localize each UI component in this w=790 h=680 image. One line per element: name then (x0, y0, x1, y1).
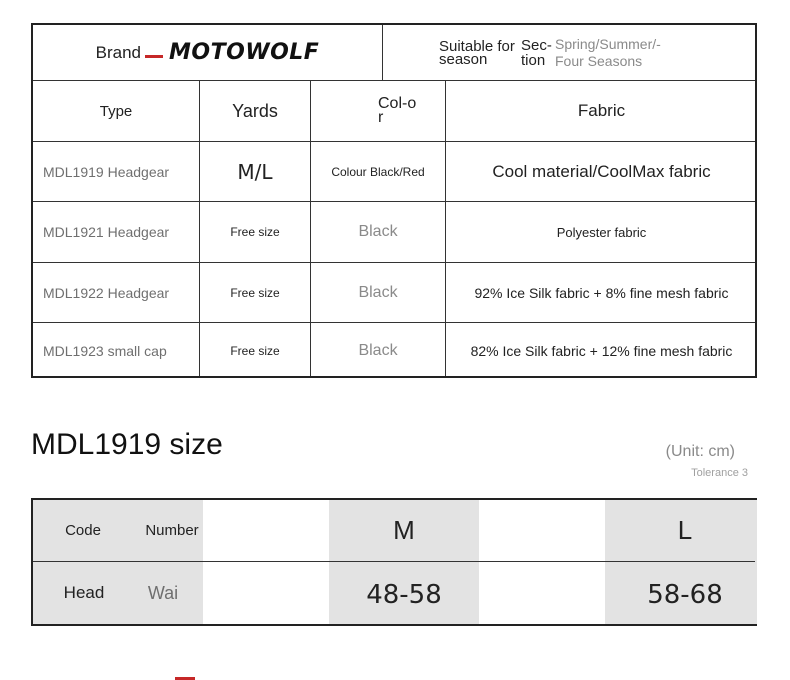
header-fabric: Fabric (577, 101, 626, 120)
row-color: Black (358, 341, 398, 359)
header-type: Type (99, 102, 133, 120)
row-fabric: Cool material/CoolMax fabric (492, 161, 711, 181)
row-color: Black (358, 223, 398, 240)
size-row-sub: Wai (147, 582, 179, 603)
size-value-m: 48-58 (366, 580, 442, 610)
header-color (311, 81, 445, 141)
row-model: MDL1923 small cap (43, 342, 167, 359)
row-size: Free size (230, 225, 280, 239)
header-yards: Yards (232, 100, 278, 121)
row-size: M/L (237, 159, 273, 184)
row-model: MDL1921 Headgear (43, 224, 170, 240)
size-table (31, 498, 757, 626)
brand-cell (33, 25, 382, 80)
season-value: Spring/Summer/-Four Seasons (555, 35, 661, 69)
brand-accent-dash (145, 55, 163, 58)
section-label: Sec-tion (521, 36, 552, 69)
size-header-code: Code (65, 522, 101, 539)
size-header-number: Number (145, 522, 199, 539)
row-size: Free size (230, 343, 280, 358)
row-color: Black (358, 283, 398, 301)
season-label: Suitable for season (439, 37, 515, 68)
row-color: Colour Black/Red (331, 164, 425, 179)
product-info-table (31, 23, 757, 378)
tolerance-label: Tolerance 3 (691, 467, 748, 479)
row-model: MDL1919 Headgear (43, 163, 170, 180)
row-size: Free size (230, 285, 280, 300)
size-row-label: Head (63, 583, 105, 602)
row-model: MDL1922 Headgear (43, 284, 170, 301)
unit-label: (Unit: cm) (665, 443, 735, 460)
size-header-l: L (677, 515, 693, 545)
row-fabric: 92% Ice Silk fabric + 8% fine mesh fabric (474, 284, 729, 301)
brand-logo: MOTOWOLF (169, 40, 320, 65)
size-section-title: MDL1919 size (31, 428, 223, 461)
row-fabric: 82% Ice Silk fabric + 12% fine mesh fabric (470, 342, 733, 359)
size-value-l: 58-68 (647, 580, 723, 610)
season-cell (383, 25, 757, 80)
size-header-m: M (393, 515, 415, 545)
brand-label: Brand (95, 42, 142, 62)
row-fabric: Polyester fabric (556, 224, 647, 240)
header-color-label: Col-or (378, 95, 417, 126)
